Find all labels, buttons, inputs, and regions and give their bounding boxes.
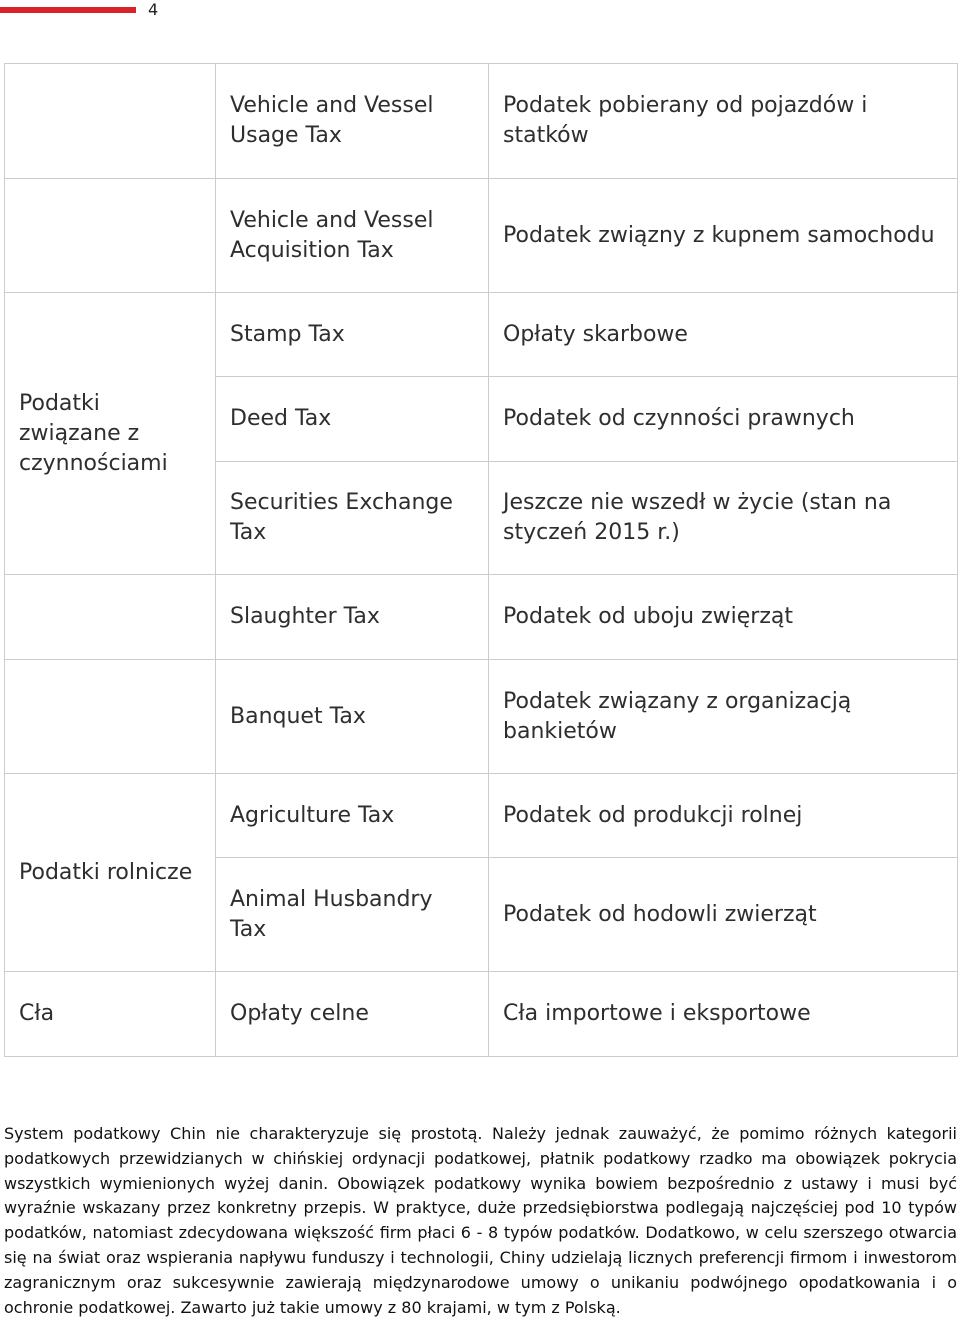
table-cell-english: Vehicle and Vessel Acquisition Tax: [216, 179, 489, 293]
table-row: [5, 774, 958, 858]
table-cell-polish: Jeszcze nie wszedł w życie (stan na styczeń 2015 r.): [489, 462, 958, 575]
table-cell-polish: Podatek od hodowli zwierząt: [489, 858, 958, 972]
table-cell-category: [5, 179, 216, 293]
table-cell-polish: Cła importowe i eksportowe: [489, 972, 958, 1057]
table-row: [5, 575, 958, 660]
table-row: [5, 64, 958, 179]
table-row: [5, 972, 958, 1057]
table-row: [5, 293, 958, 377]
table-cell-polish: Podatek od produkcji rolnej: [489, 774, 958, 858]
table-cell-polish: Podatek od czynności prawnych: [489, 377, 958, 462]
table-row: [5, 660, 958, 774]
table-cell-category: [5, 575, 216, 660]
table-cell-polish: Podatek pobierany od pojazdów i statków: [489, 64, 958, 179]
table-cell-category: [5, 64, 216, 179]
group-label-customs: Cła: [5, 972, 216, 1057]
table-cell-english: Slaughter Tax: [216, 575, 489, 660]
table-cell-english: Agriculture Tax: [216, 774, 489, 858]
table-row: [5, 179, 958, 293]
page-number: 4: [148, 0, 159, 19]
table-cell-polish: Opłaty skarbowe: [489, 293, 958, 377]
group-label-agricultural: Podatki rolnicze: [5, 774, 216, 972]
group-label-transactions: Podatki związane z czynnościami: [5, 293, 216, 575]
header-accent-bar: [0, 7, 136, 13]
table-cell-english: Securities Exchange Tax: [216, 462, 489, 575]
table-cell-polish: Podatek związany z organizacją bankietów: [489, 660, 958, 774]
table-cell-english: Deed Tax: [216, 377, 489, 462]
table-cell-category: [5, 660, 216, 774]
table-cell-english: Animal Husbandry Tax: [216, 858, 489, 972]
table-cell-polish: Podatek od uboju zwięrząt: [489, 575, 958, 660]
table-cell-polish: Podatek związny z kupnem samochodu: [489, 179, 958, 293]
table-cell-english: Vehicle and Vessel Usage Tax: [216, 64, 489, 179]
table-cell-english: Opłaty celne: [216, 972, 489, 1057]
table-cell-english: Stamp Tax: [216, 293, 489, 377]
tax-table: [4, 63, 958, 1057]
table-cell-english: Banquet Tax: [216, 660, 489, 774]
body-paragraph: System podatkowy Chin nie charakteryzuje się prostotą. Należy jednak zauważyć, że pomimo różnych kategorii podatkowych przewidzianych w chińskiej ordynacji podatkowej, płatnik podatkowy rzadko ma obowiązek pokrycia wszystkich wymienionych wyżej danin. Obowiązek podatkowy wynika bowiem bezpośrednio z ustawy i musi być wyraźnie wskazany przez konkretny przepis. W praktyce, duże przedsiębiorstwa podlegają najczęściej pod 10 typów podatków, natomiast zdecydowana większość firm płaci 6 - 8 typów podatków. Dodatkowo, w celu szerszego otwarcia się na świat oraz wspierania napływu funduszy i technologii, Chiny udzielają licznych preferencji firmom i inwestorom zagranicznym oraz sukcesywnie zawierają międzynarodowe umowy o unikaniu podwójnego opodatkowania i o ochronie podatkowej. Zawarto już takie umowy z 80 krajami, w tym z Polską.: [4, 1124, 957, 1317]
